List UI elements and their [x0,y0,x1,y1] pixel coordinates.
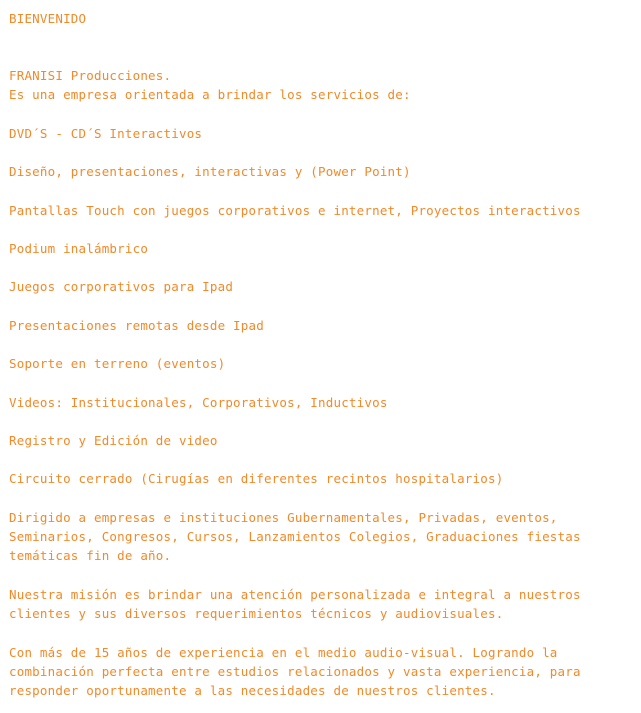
service-item: Diseño, presentaciones, interactivas y (Power Point) [9,164,411,179]
experience-text-line: combinación perfecta entre estudios relacionados y vasta experiencia, para [9,664,581,679]
target-text-line: Dirigido a empresas e instituciones Gubernamentales, Privadas, eventos, [9,510,558,525]
experience-text-line: responder oportunamente a las necesidades de nuestros clientes. [9,683,496,698]
service-item: Pantallas Touch con juegos corporativos e internet, Proyectos interactivos [9,203,581,218]
welcome-heading: BIENVENIDO [9,11,87,26]
company-name: FRANISI Producciones. [9,68,172,83]
intro-text: Es una empresa orientada a brindar los servicios de: [9,87,411,102]
service-item: Registro y Edición de video [9,433,218,448]
service-item: Presentaciones remotas desde Ipad [9,318,264,333]
service-item: Circuito cerrado (Cirugías en diferentes recintos hospitalarios) [9,471,504,486]
service-item: DVD´S - CD´S Interactivos [9,126,203,141]
target-text-line: Seminarios, Congresos, Cursos, Lanzamientos Colegios, Graduaciones fiestas [9,529,581,544]
mission-text-line: Nuestra misión es brindar una atención personalizada e integral a nuestros [9,587,581,602]
service-item: Soporte en terreno (eventos) [9,356,226,371]
target-text-line: temáticas fin de año. [9,548,172,563]
mission-text-line: clientes y sus diversos requerimientos técnicos y audiovisuales. [9,606,504,621]
service-item: Podium inalámbrico [9,241,149,256]
service-item: Videos: Institucionales, Corporativos, Inductivos [9,395,388,410]
service-item: Juegos corporativos para Ipad [9,279,234,294]
experience-text-line: Con más de 15 años de experiencia en el medio audio-visual. Logrando la [9,645,558,660]
